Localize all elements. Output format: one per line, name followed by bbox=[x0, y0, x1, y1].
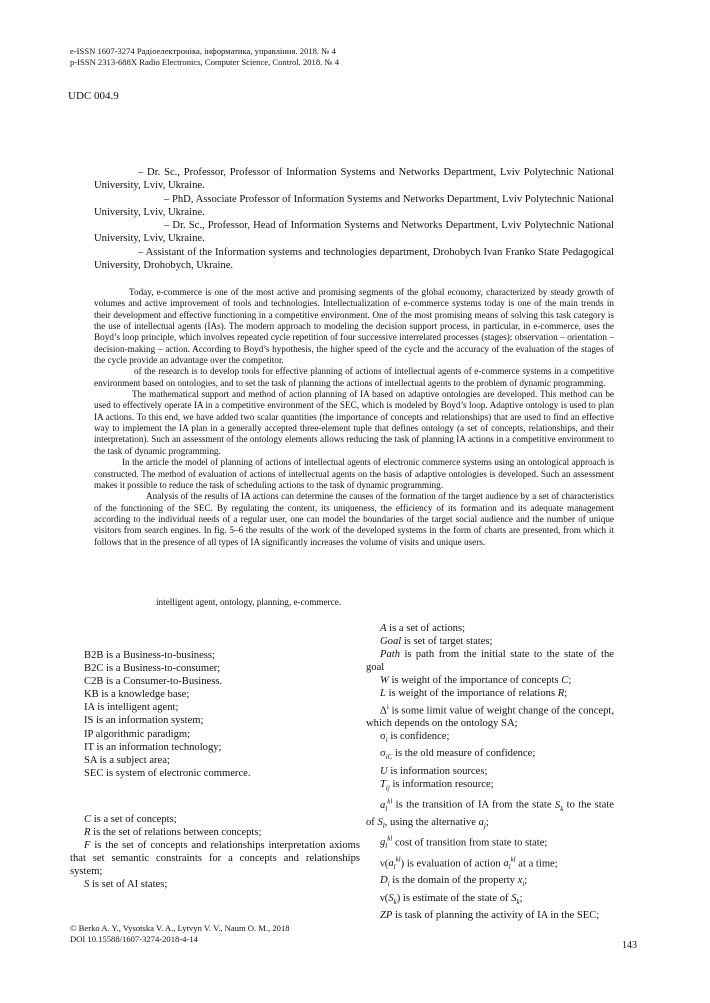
header-line-eissn: e-ISSN 1607-3274 Радіоелектроніка, інформатика, управління. 2018. № 4 bbox=[70, 46, 336, 56]
list-item: SA is a subject area; bbox=[84, 754, 170, 766]
author-affiliation: – PhD, Associate Professor of Information Systems and Networks Department, Lviv Polytechnic National University, Lviv, Ukraine. bbox=[94, 193, 614, 218]
copyright-line: © Berko A. Y., Vysotska V. A., Lytvyn V. V., Naum O. M., 2018 bbox=[70, 923, 290, 933]
author-affiliation: – Dr. Sc., Professor, Head of Information Systems and Networks Department, Lviv Polytechnic National University, Lviv, Ukraine. bbox=[94, 220, 614, 245]
doi-line: DOI 10.15588/1607-3274-2018-4-14 bbox=[70, 933, 198, 944]
abbreviations-list bbox=[70, 649, 360, 780]
list-item: F is the set of concepts and relationships interpretation axioms that set semantic constraints for a concepts and relationships system; bbox=[70, 840, 361, 878]
list-item: KB is a knowledge base; bbox=[84, 689, 190, 701]
list-item: $a_l^{kl}$ is the transition of IA from the state $S_k$ to the state of $S_l$, using the alternative $a_j$; bbox=[366, 796, 614, 830]
list-item: $\nu(a_l^{kl})$ is evaluation of action $a_l^{kl}$ at a time; bbox=[380, 855, 558, 872]
list-item: C is a set of concepts; bbox=[84, 814, 177, 825]
list-item: R is the set of relations between concepts; bbox=[84, 827, 262, 839]
author-affiliations bbox=[94, 166, 614, 272]
list-item: A is a set of actions; bbox=[380, 623, 466, 634]
abstract-objective: of the research is to develop tools for effective planning of actions of intellectual agents of e-commerce systems in a competitive environment based on ontologies, and to set the task of planning the actions of intellectual agents to the problem of dynamic programming. bbox=[94, 366, 614, 388]
abstract bbox=[94, 287, 614, 548]
list-item: W is weight of the importance of concepts C; bbox=[380, 675, 572, 687]
abstract-context: Today, e-commerce is one of the most active and promising segments of the global economy, characterized by steady growth of volumes and active improvement of tools and technologies. Intellectualization of e-commerce systems today is one of the main trends in their development and effective functioning in a competitive environment. One of the most promising means of solving this task category is the use of intellectual agents (IAs). The modern approach to modeling the decision support process, in particular, in e-commerce, uses the Boyd’s loop principle, which involves repeated cycle repetition of four successive interrelated processes (stages): observation – orientation – decision-making – action. According to Boyd’s hypothesis, the higher speed of the cycle and the accuracy of the evaluation of the stages of the cycle provide an advantage over the competitor. bbox=[94, 287, 614, 366]
journal-header bbox=[70, 46, 339, 67]
list-item: IS is an information system; bbox=[84, 715, 204, 727]
list-item: U is information sources; bbox=[380, 765, 488, 777]
list-item: S is set of AI states; bbox=[84, 879, 168, 891]
abstract-method: The mathematical support and method of action planning of IA based on adaptive ontologies are developed. This method can be used to effectively operate IA in a competitive environment of the SEC, which is modeled by Boyd’s loop. Adaptive ontology is used to plan IA actions. To this end, we have added two scalar quantities (the importance of concepts and relationships) that are used to find an effective way to implement the IA plan in a generally accepted three-element tuple that defines ontology (a set of concepts, relationships, and their interpretation). Such an assessment of the ontology elements allows reducing the task of planning IA actions in a competitive environment to the task of dynamic programming. bbox=[94, 389, 614, 456]
list-item: Path is path from the initial state to the state of the goal bbox=[366, 649, 614, 674]
list-item: $T_{ij}$ is information resource; bbox=[380, 778, 494, 792]
udc-code: UDC 004.9 bbox=[68, 90, 119, 102]
notation-list-left bbox=[70, 813, 360, 892]
header-line-pissn: p-ISSN 2313-688X Radio Electronics, Computer Science, Control. 2018. № 4 bbox=[70, 56, 340, 67]
abstract-results: In the article the model of planning of actions of intellectual agents of electronic commerce systems using an ontological approach is constructed. The method of evaluation of actions of intellectual agents on the basis of adaptive ontologies is developed. Such an assessment makes it possible to reduce the task of scheduling actions to the task of dynamic programming. bbox=[94, 457, 614, 490]
abstract-conclusions: Analysis of the results of IA actions can determine the causes of the formation of the target audience by a set of characteristics of the functioning of the SEC. By regulating the content, its uniqueness, the efficiency of its formation and its adequate management according to the individual needs of a regular user, one can model the boundaries of the target social audience and the number of unique visitors from search engines. In fig. 5–6 the results of the work of the developed systems in the form of charts are presented, from which it follows that in the presence of all types of IA significantly increases the volume of visits and unique users. bbox=[94, 491, 614, 547]
list-item: $\sigma_{iC}$ is the old measure of confidence; bbox=[380, 748, 536, 762]
list-item: Goal is set of target states; bbox=[380, 636, 493, 648]
author-affiliation: – Assistant of the Information systems and technologies department, Drohobych Ivan Franko State Pedagogical University, Drohobych, Ukraine. bbox=[94, 246, 614, 272]
notation-list-right bbox=[366, 622, 614, 922]
list-item: C2B is a Consumer-to-Business. bbox=[84, 676, 223, 688]
list-item: L is weight of the importance of relations R; bbox=[380, 688, 568, 700]
list-item: B2C is a Business-to-consumer; bbox=[84, 663, 221, 675]
list-item: IA is intelligent agent; bbox=[84, 702, 179, 714]
list-item: $\sigma_i$ is confidence; bbox=[380, 731, 450, 745]
list-item: IT is an information technology; bbox=[84, 741, 222, 753]
footer-copyright bbox=[70, 923, 290, 944]
list-item: $g_l^{kl}$ cost of transition from state to state; bbox=[380, 834, 548, 851]
list-item: ZP is task of planning the activity of IA in the SEC; bbox=[380, 909, 600, 921]
list-item: $D_i$ is the domain of the property $x_i$; bbox=[380, 875, 528, 889]
author-affiliation: – Dr. Sc., Professor, Professor of Information Systems and Networks Department, Lviv Polytechnic National University, Lviv, Ukraine. bbox=[94, 167, 614, 192]
keywords: intelligent agent, ontology, planning, e-commerce. bbox=[156, 597, 342, 607]
list-item: IP algorithmic paradigm; bbox=[84, 728, 191, 740]
list-item: B2B is a Business-to-business; bbox=[84, 650, 215, 661]
list-item: SEC is system of electronic commerce. bbox=[84, 767, 251, 779]
list-item: $\Delta^i$ is some limit value of weight change of the concept, which depends on the ontology SA; bbox=[366, 702, 614, 730]
page-number: 143 bbox=[622, 940, 637, 951]
list-item: $\nu(S_k)$ is estimate of the state of $S_k$; bbox=[380, 892, 523, 906]
